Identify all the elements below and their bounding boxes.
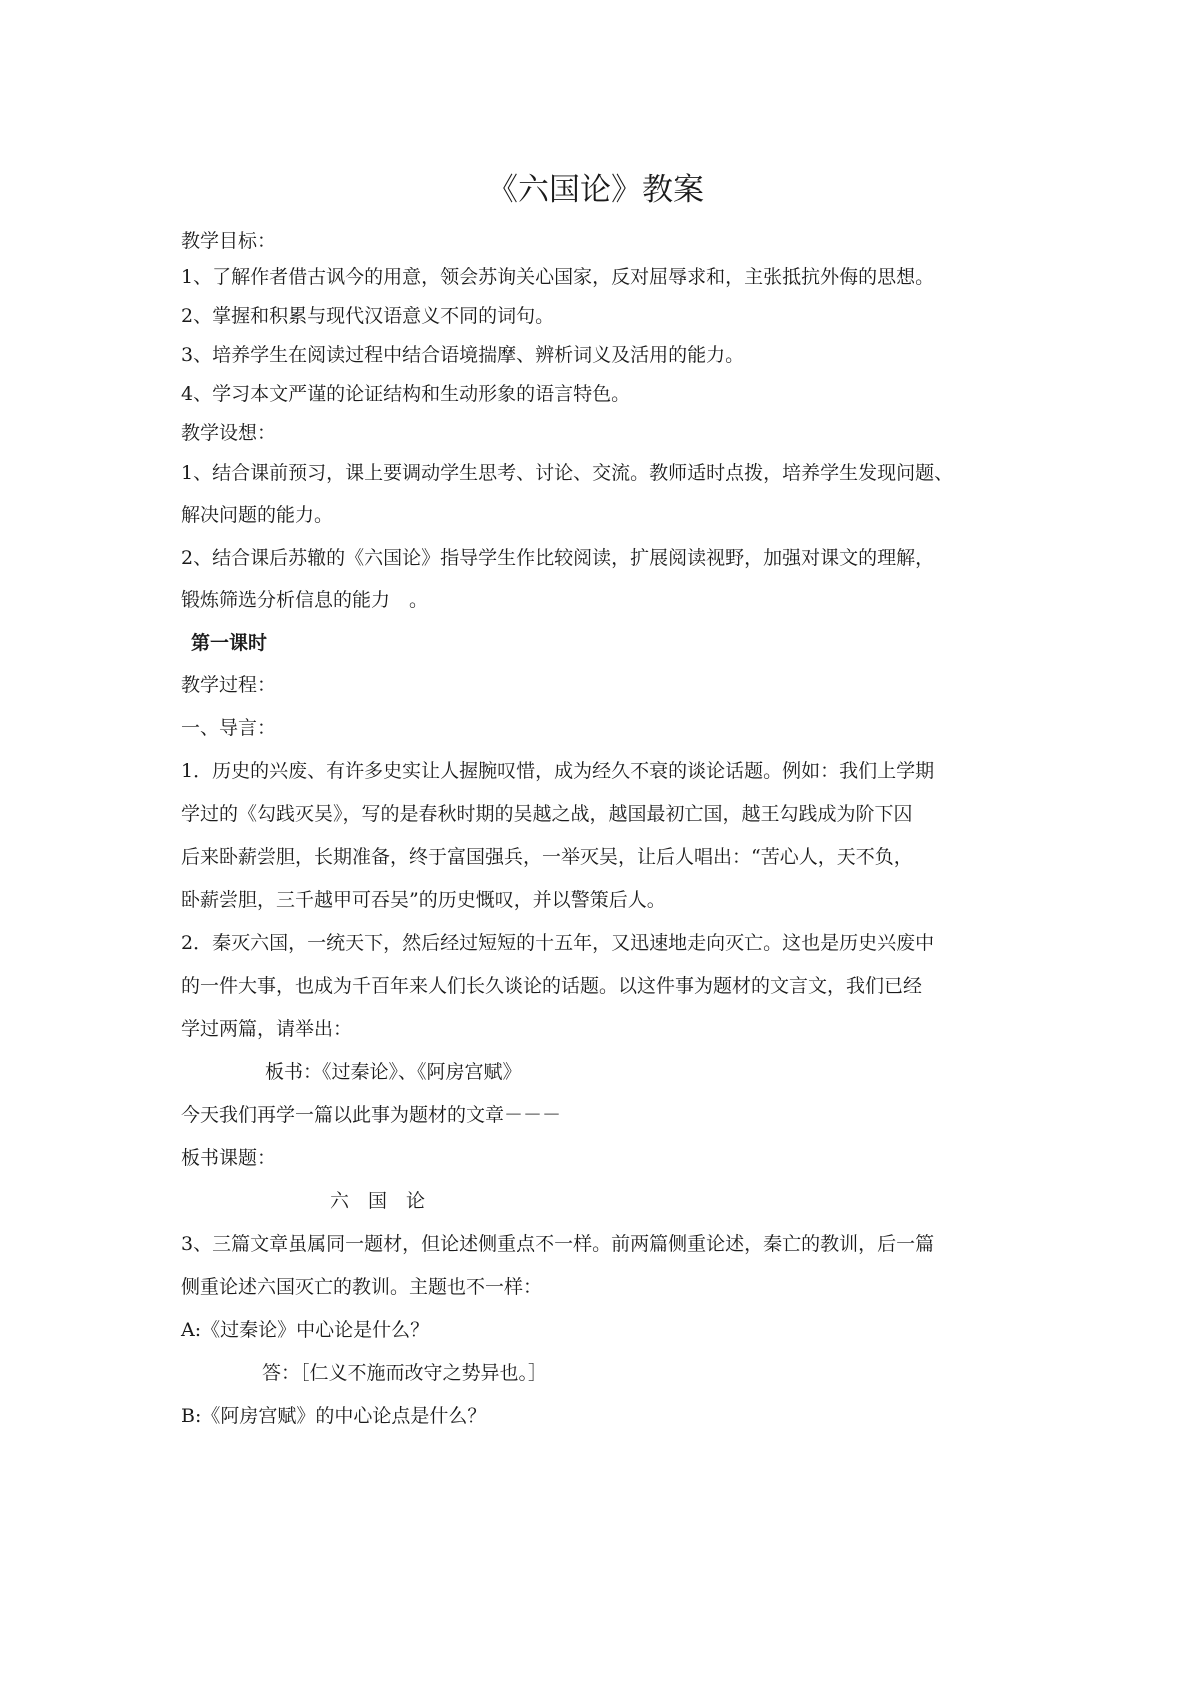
- heading-teaching-process: 教学过程：: [181, 674, 277, 696]
- idea-1-line-1: 1、结合课前预习，课上要调动学生思考、讨论、交流。教师适时点拨，培养学生发现问题、: [181, 462, 954, 484]
- board-note-1: 板书：《过秦论》、《阿房宫赋》: [265, 1061, 522, 1083]
- heading-teaching-goals: 教学目标：: [181, 230, 277, 252]
- para-2-line-3: 学过两篇，请举出：: [181, 1018, 353, 1040]
- question-b: B:《阿房宫赋》的中心论点是什么？: [181, 1405, 487, 1427]
- para-1-line-1: 1．历史的兴废、有许多史实让人握腕叹惜，成为经久不衰的谈论话题。例如：我们上学期: [181, 760, 935, 782]
- para-1-line-2: 学过的《勾践灭吴》，写的是春秋时期的吴越之战，越国最初亡国，越王勾践成为阶下囚: [181, 803, 913, 825]
- heading-teaching-ideas: 教学设想：: [181, 422, 277, 444]
- question-a: A:《过秦论》中心论是什么？: [181, 1319, 430, 1341]
- board-topic-title: 六 国 论: [330, 1190, 426, 1212]
- idea-2-line-1: 2、结合课后苏辙的《六国论》指导学生作比较阅读，扩展阅读视野，加强对课文的理解，: [181, 547, 935, 569]
- goal-2: 2、掌握和积累与现代汉语意义不同的词句。: [181, 305, 555, 327]
- idea-1-line-2: 解决问题的能力。: [181, 504, 334, 526]
- para-2-line-2: 的一件大事，也成为千百年来人们长久谈论的话题。以这件事为题材的文言文，我们已经: [181, 975, 923, 997]
- heading-introduction: 一、导言：: [181, 717, 277, 739]
- para-2-line-1: 2．秦灭六国，一统天下，然后经过短短的十五年，又迅速地走向灭亡。这也是历史兴废中: [181, 932, 935, 954]
- idea-2-line-2: 锻炼筛选分析信息的能力 。: [181, 589, 429, 611]
- heading-first-lesson: 第一课时: [191, 632, 268, 654]
- para-1-line-4: 卧薪尝胆，三千越甲可吞吴”的历史慨叹，并以警策后人。: [181, 889, 666, 911]
- goal-1: 1、了解作者借古讽今的用意，领会苏询关心国家，反对屈辱求和，主张抵抗外侮的思想。: [181, 266, 935, 288]
- para-1-line-3: 后来卧薪尝胆，长期准备，终于富国强兵，一举灭吴，让后人唱出：“苦心人，天不负，: [181, 846, 913, 868]
- goal-4: 4、学习本文严谨的论证结构和生动形象的语言特色。: [181, 383, 631, 405]
- para-3-line-2: 侧重论述六国灭亡的教训。主题也不一样：: [181, 1276, 543, 1298]
- para-3-line-1: 3、三篇文章虽属同一题材，但论述侧重点不一样。前两篇侧重论述，秦亡的教训，后一篇: [181, 1233, 935, 1255]
- board-topic-label: 板书课题：: [181, 1147, 277, 1169]
- document-title: 《六国论》教案: [487, 172, 704, 208]
- answer-a: 答：［仁义不施而改守之势异也。］: [262, 1362, 548, 1384]
- today-line: 今天我们再学一篇以此事为题材的文章－－－: [181, 1104, 562, 1126]
- goal-3: 3、培养学生在阅读过程中结合语境揣摩、辨析词义及活用的能力。: [181, 344, 745, 366]
